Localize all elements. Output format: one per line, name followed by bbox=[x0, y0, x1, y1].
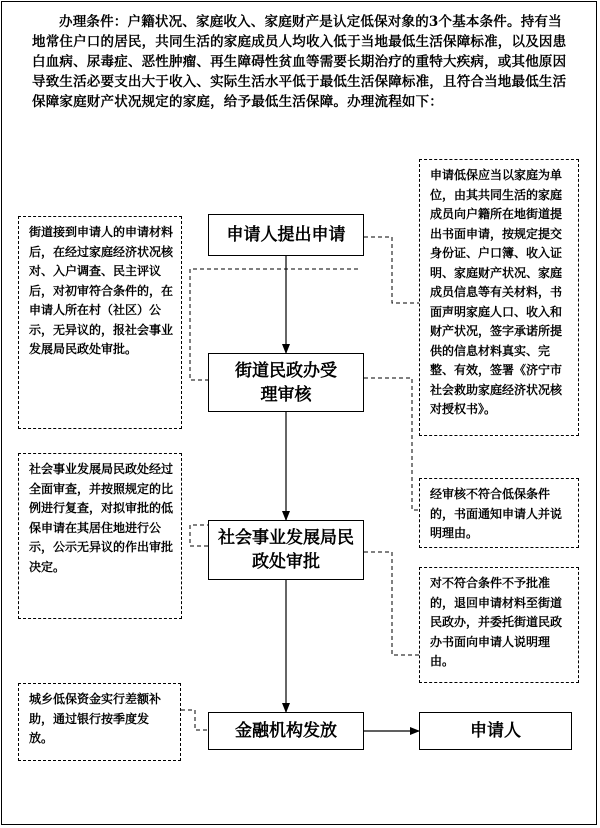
step-bank-payment: 金融机构发放 bbox=[208, 712, 364, 750]
note-bureau-rejection: 对不符合条件不予批准的，退回申请材料至街道民政办，并委托街道民政办书面向申请人说明理由。 bbox=[419, 567, 579, 683]
leader-bank-desc bbox=[181, 710, 208, 730]
note-bank-payment: 城乡低保资金实行差额补助，通过银行按季度发放。 bbox=[18, 683, 181, 761]
leader-street-reject bbox=[364, 378, 419, 510]
note-bureau-approval: 社会事业发展局民政处经过全面审查，并按照规定的比例进行复查，对拟审批的低保申请在其居住地进行公示，公示无异议的作出审批决定。 bbox=[18, 453, 182, 619]
leader-bureau-reject bbox=[364, 552, 419, 655]
note-street-rejection: 经审核不符合低保条件的，书面通知申请人并说明理由。 bbox=[419, 478, 579, 548]
note-street-review: 街道接到申请人的申请材料后，在经过家庭经济状况核对、入户调查、民主评议后，对初审符合条件的，在申请人所在村（社区）公示，无异议的，报社会事业发展局民政处审批。 bbox=[18, 216, 182, 429]
step-apply: 申请人提出申请 bbox=[208, 214, 364, 256]
intro-paragraph: 办理条件：户籍状况、家庭收入、家庭财产是认定低保对象的3个基本条件。持有当地常住户口的居民，共同生活的家庭成员人均收入低于当地最低生活保障标准，以及因患白血病、尿毒症、恶性肿瘤、再生障碍性贫血等需要长期治疗的重特大疾病，或其他原因导致生活必要支出大于收入、实际生活水平低于最低生活保障标准，且符合当地最低生活保障家庭财产状况规定的家庭，给予最低生活保障。办理流程如下： bbox=[32, 14, 567, 110]
step-street-review: 街道民政办受理审核 bbox=[208, 353, 364, 412]
leader-apply-desc bbox=[364, 237, 419, 303]
step-bureau-approval: 社会事业发展局民政处审批 bbox=[208, 520, 364, 580]
note-apply-requirements: 申请低保应当以家庭为单位，由其共同生活的家庭成员向户籍所在地街道提出书面申请，按规定提交身份证、户口簿、收入证明、家庭财产状况、家庭成员信息等有关材料，书面声明家庭人口、收入和财产状况，签字承诺所提供的信息材料真实、完整、有效，签署《济宁市社会救助家庭经济状况核对授权书》。 bbox=[419, 159, 579, 436]
step-applicant: 申请人 bbox=[419, 712, 572, 750]
